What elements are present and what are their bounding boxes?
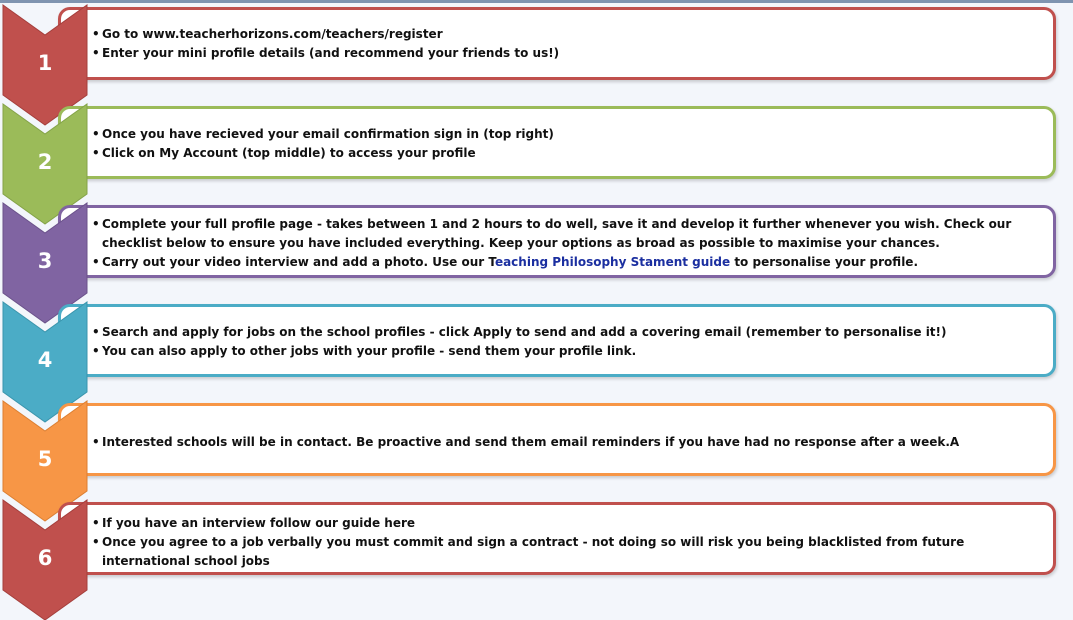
step-3-bullet-2-text-end: to personalise your profile.: [730, 255, 918, 269]
step-2-bullet-1: • Once you have recieved your email confirmation sign in (top right): [92, 125, 1047, 144]
step-5-number: 5: [37, 447, 53, 471]
step-4-bullets: [92, 323, 1047, 361]
step-5-bullet-1: • Interested schools will be in contact. Be proactive and send them email reminders if you have had no response after a week.A: [92, 433, 1047, 452]
step-1-number: 1: [37, 51, 53, 75]
step-2-bullet-2: • Click on My Account (top middle) to access your profile: [92, 144, 1047, 163]
step-1-bullet-2: • Enter your mini profile details (and recommend your friends to us!): [92, 44, 1047, 63]
step-4-bullet-2: • You can also apply to other jobs with your profile - send them your profile link.: [92, 342, 1047, 361]
step-2-bullets: [92, 125, 1047, 163]
step-1-bullet-1: • Go to www.teacherhorizons.com/teachers/register: [92, 25, 1047, 44]
teaching-philosophy-guide-link[interactable]: eaching Philosophy Stament guide: [494, 255, 731, 269]
step-6-bullets: [92, 514, 1047, 571]
top-border-line: [0, 0, 1073, 3]
step-2-number: 2: [37, 150, 53, 174]
step-3-bullets: [92, 215, 1047, 272]
step-3-bullet-2-text: Carry out your video interview and add a photo. Use our T: [102, 255, 495, 269]
step-4-number: 4: [37, 348, 53, 372]
step-5-bullets: [92, 433, 1047, 452]
step-3-number: 3: [37, 249, 53, 273]
step-3-bullet-1: • Complete your full profile page - takes between 1 and 2 hours to do well, save it and develop it further whenever you wish. Check our checklist below to ensure you have included everything. Keep your options as broad as possible to maximise your chances.: [92, 215, 1047, 253]
step-3-bullet-2: [92, 253, 1047, 272]
step-6-bullet-2: • Once you agree to a job verbally you must commit and sign a contract - not doing so will risk you being blacklisted from future international school jobs: [92, 533, 1047, 571]
step-4-bullet-1: • Search and apply for jobs on the school profiles - click Apply to send and add a covering email (remember to personalise it!): [92, 323, 1047, 342]
step-6-number: 6: [37, 546, 53, 570]
step-1-bullets: [92, 25, 1047, 63]
step-6-chevron: [3, 500, 87, 620]
step-6-bullet-1: • If you have an interview follow our guide here: [92, 514, 1047, 533]
